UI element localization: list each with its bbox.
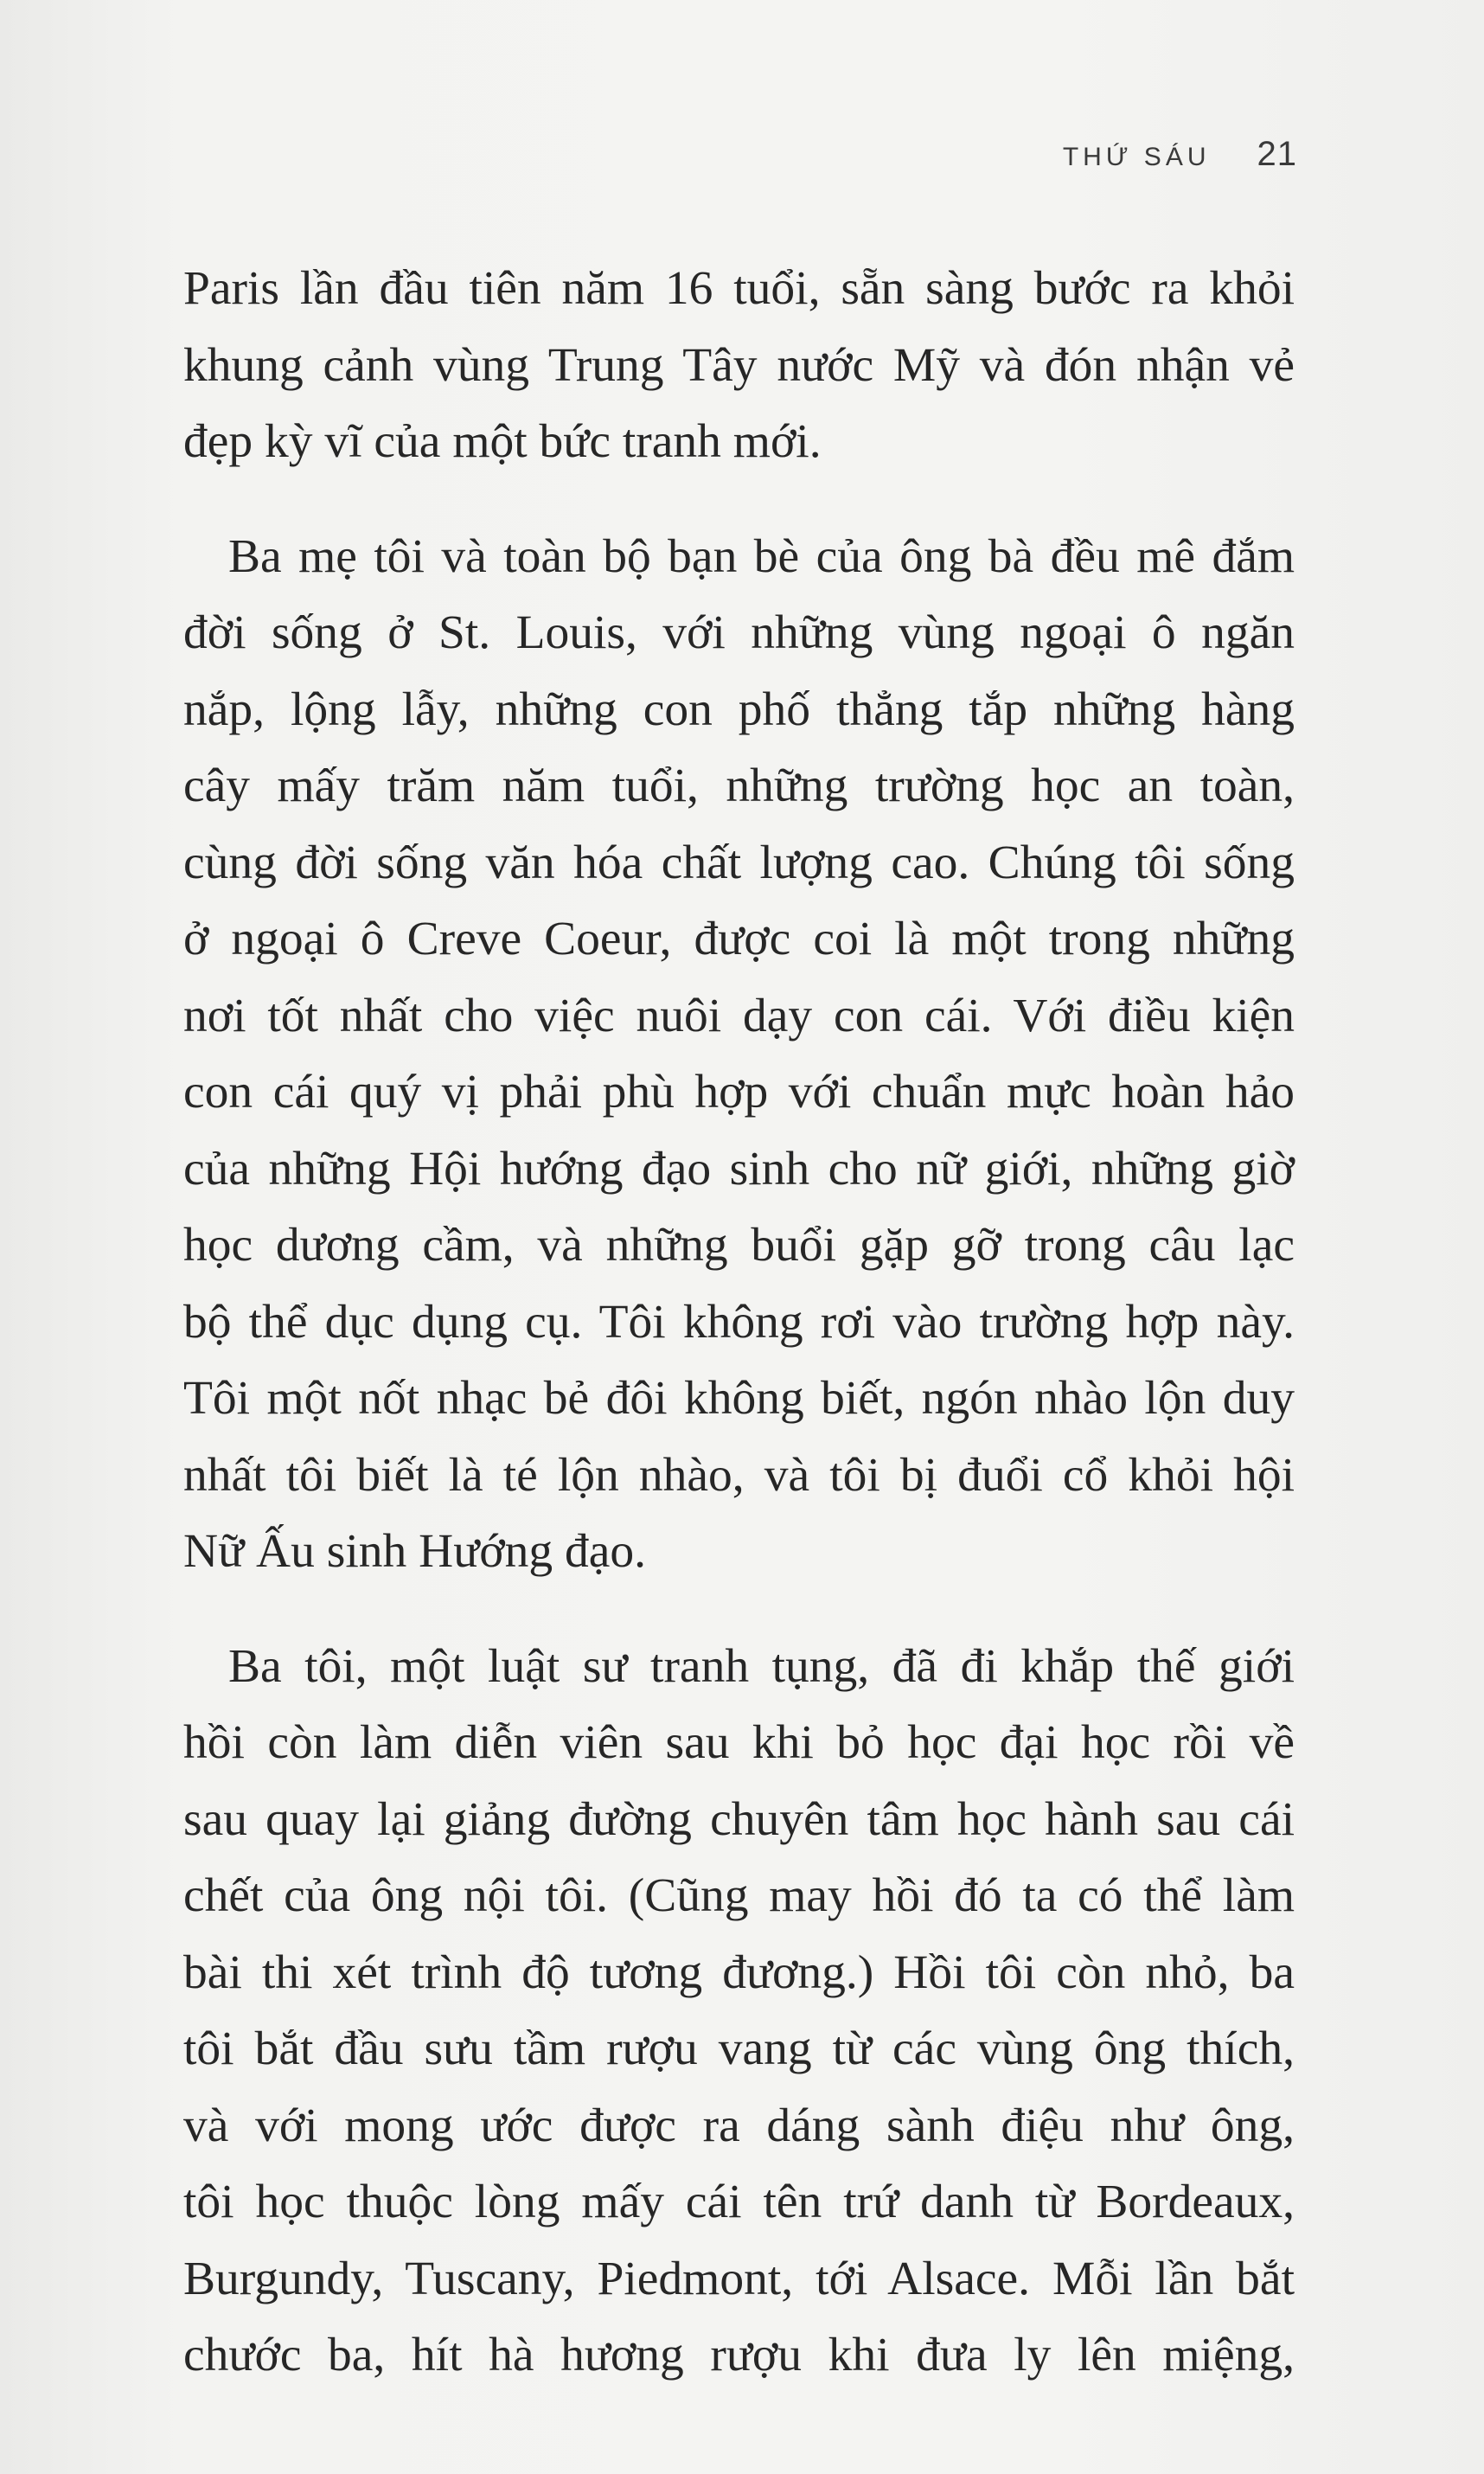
text-line: đời sống ở St. Louis, với những vùng ngoại ô ngăn <box>183 606 1295 659</box>
text-line: tôi học thuộc lòng mấy cái tên trứ danh từ Bordeaux, <box>183 2176 1295 2228</box>
text-line: Paris lần đầu tiên năm 16 tuổi, sẵn sàng bước ra khỏi <box>183 262 1295 315</box>
text-line: ở ngoại ô Creve Coeur, được coi là một trong những <box>183 913 1295 965</box>
text-line: Ba tôi, một luật sư tranh tụng, đã đi khắp thế giới <box>228 1639 1295 1693</box>
running-header <box>1063 135 1297 174</box>
paragraph-2 <box>183 519 1295 1591</box>
text-line: Burgundy, Tuscany, Piedmont, tới Alsace. Mỗi lần bắt <box>183 2252 1295 2305</box>
text-line: học dương cầm, và những buổi gặp gỡ trong câu lạc <box>183 1219 1295 1272</box>
text-line: chước ba, hít hà hương rượu khi đưa ly lên miệng, <box>183 2329 1295 2381</box>
page-number: 21 <box>1257 135 1297 173</box>
text-line: Nữ Ấu sinh Hướng đạo. <box>183 1525 647 1578</box>
text-line: hồi còn làm diễn viên sau khi bỏ học đại học rồi về <box>183 1716 1295 1769</box>
text-line: của những Hội hướng đạo sinh cho nữ giới, những giờ <box>183 1142 1295 1195</box>
text-line: nơi tốt nhất cho việc nuôi dạy con cái. Với điều kiện <box>183 989 1295 1042</box>
paragraph-spacer <box>183 481 1295 519</box>
text-line: tôi bắt đầu sưu tầm rượu vang từ các vùng ông thích, <box>183 2022 1295 2075</box>
text-line: bộ thể dục dụng cụ. Tôi không rơi vào trường hợp này. <box>183 1295 1295 1349</box>
paragraph-spacer <box>183 1591 1295 1629</box>
text-line: Ba mẹ tôi và toàn bộ bạn bè của ông bà đều mê đắm <box>228 529 1295 583</box>
text-line: sau quay lại giảng đường chuyên tâm học hành sau cái <box>183 1792 1295 1846</box>
paragraph-3 <box>183 1629 1295 2394</box>
text-line: cây mấy trăm năm tuổi, những trường học an toàn, <box>183 760 1295 812</box>
text-line: và với mong ước được ra dáng sành điệu như ông, <box>183 2099 1295 2152</box>
text-line: chết của ông nội tôi. (Cũng may hồi đó ta có thể làm <box>183 1869 1295 1922</box>
paragraph-1 <box>183 251 1295 481</box>
text-line: con cái quý vị phải phù hợp với chuẩn mực hoàn hảo <box>183 1066 1295 1118</box>
text-line: đẹp kỳ vĩ của một bức tranh mới. <box>183 415 822 468</box>
running-title: THỨ SÁU <box>1062 143 1211 171</box>
text-line: bài thi xét trình độ tương đương.) Hồi tôi còn nhỏ, ba <box>183 1945 1295 1999</box>
text-line: nắp, lộng lẫy, những con phố thẳng tắp những hàng <box>183 683 1295 736</box>
text-line: cùng đời sống văn hóa chất lượng cao. Chúng tôi sống <box>183 836 1295 889</box>
text-line: Tôi một nốt nhạc bẻ đôi không biết, ngón nhào lộn duy <box>183 1372 1295 1425</box>
text-line: khung cảnh vùng Trung Tây nước Mỹ và đón nhận vẻ <box>183 338 1295 392</box>
body-text <box>183 251 1295 2394</box>
text-line: nhất tôi biết là té lộn nhào, và tôi bị đuổi cổ khỏi hội <box>183 1448 1295 1502</box>
